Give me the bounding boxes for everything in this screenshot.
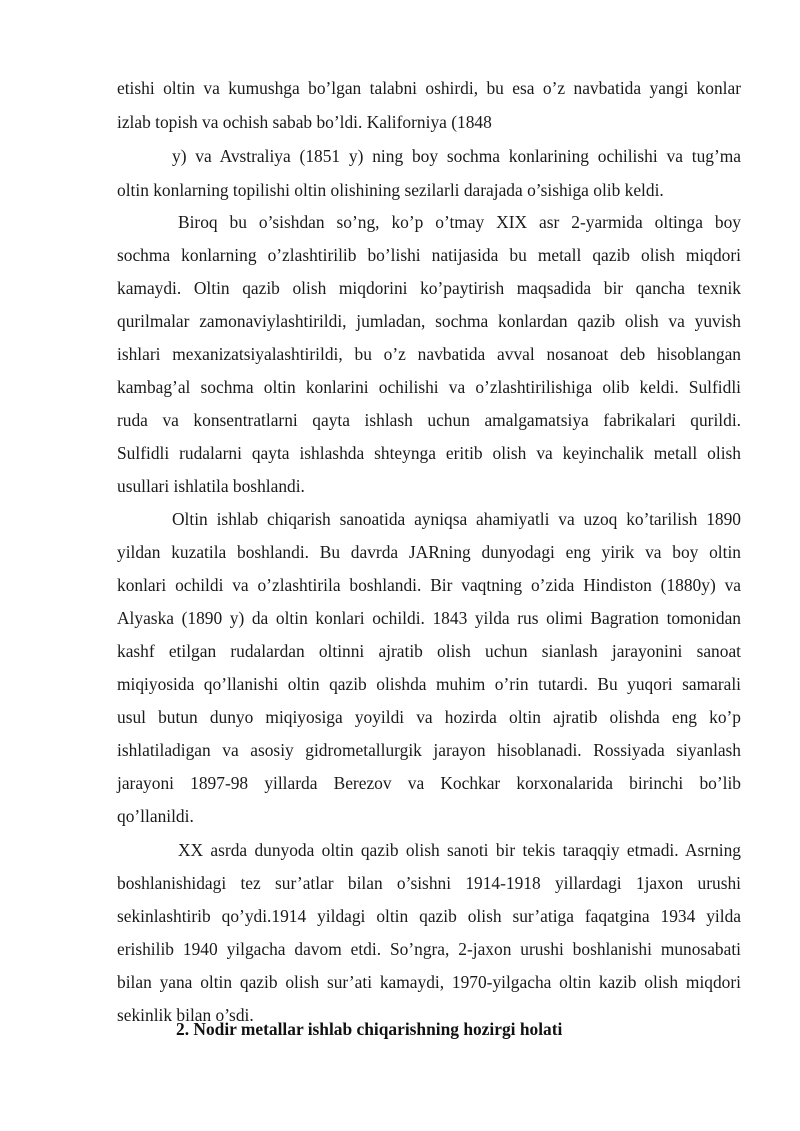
text-line: sochma konlarning o’zlashtirilib bo’lishi natijasida bu metall qazib olish miqdori bbox=[117, 245, 741, 265]
text-line: yildan kuzatila boshlandi. Bu davrda JARning dunyodagi eng yirik va boy oltin bbox=[117, 542, 741, 562]
text-line: oltin konlarning topilishi oltin olishining sezilarli darajada o’sishiga olib keldi. bbox=[117, 180, 664, 200]
text-line: usullari ishlatila boshlandi. bbox=[117, 476, 305, 496]
text-line: qo’llanildi. bbox=[117, 806, 194, 826]
text-line: kamaydi. Oltin qazib olish miqdorini ko’paytirish maqsadida bir qancha texnik bbox=[117, 278, 741, 298]
text-line: XX asrda dunyoda oltin qazib olish sanoti bir tekis taraqqiy etmadi. Asrning bbox=[178, 840, 741, 860]
text-line: usul butun dunyo miqiyosiga yoyildi va hozirda oltin ajratib olishda eng ko’p bbox=[117, 707, 741, 727]
text-line: ishlari mexanizatsiyalashtirildi, bu o’z navbatida avval nosanoat deb hisoblangan bbox=[117, 344, 741, 364]
text-line: ruda va konsentratlarni qayta ishlash uchun amalgamatsiya fabrikalari qurildi. bbox=[117, 410, 741, 430]
text-line: Oltin ishlab chiqarish sanoatida ayniqsa ahamiyatli va uzoq ko’tarilish 1890 bbox=[172, 509, 741, 529]
text-line: izlab topish va ochish sabab bo’ldi. Kaliforniya (1848 bbox=[117, 112, 492, 132]
text-line: kambag’al sochma oltin konlarini ochilishi va o’zlashtirilishiga olib keldi. Sulfidli bbox=[117, 377, 741, 397]
text-line: jarayoni 1897-98 yillarda Berezov va Kochkar korxonalarida birinchi bo’lib bbox=[117, 773, 741, 793]
text-line: ishlatiladigan va asosiy gidrometallurgik jarayon hisoblanadi. Rossiyada siyanlash bbox=[117, 740, 741, 760]
section-heading: 2. Nodir metallar ishlab chiqarishning hozirgi holati bbox=[176, 1019, 563, 1039]
text-line: qurilmalar zamonaviylashtirildi, jumladan, sochma konlardan qazib olish va yuvish bbox=[117, 311, 741, 331]
text-line: etishi oltin va kumushga bo’lgan talabni oshirdi, bu esa o’z navbatida yangi konlar bbox=[117, 78, 741, 98]
text-line: bilan yana oltin qazib olish sur’ati kamaydi, 1970-yilgacha oltin kazib olish miqdori bbox=[117, 972, 741, 992]
text-line: Sulfidli rudalarni qayta ishlashda shteynga eritib olish va keyinchalik metall olish bbox=[117, 443, 741, 463]
text-line: Biroq bu o’sishdan so’ng, ko’p o’tmay XIX asr 2-yarmida oltinga boy bbox=[178, 212, 741, 232]
text-line: kashf etilgan rudalardan oltinni ajratib olish uchun sianlash jarayonini sanoat bbox=[117, 641, 741, 661]
text-line: sekinlashtirib qo’ydi.1914 yildagi oltin qazib olish sur’atiga faqatgina 1934 yilda bbox=[117, 906, 741, 926]
text-line: Alyaska (1890 y) da oltin konlari ochildi. 1843 yilda rus olimi Bagration tomonidan bbox=[117, 608, 741, 628]
text-line: y) va Avstraliya (1851 y) ning boy sochma konlarining ochilishi va tug’ma bbox=[172, 146, 741, 166]
text-line: miqiyosida qo’llanishi oltin qazib olishda muhim o’rin tutardi. Bu yuqori samarali bbox=[117, 674, 741, 694]
text-line: sekinlik bilan o’sdi. bbox=[117, 1005, 254, 1025]
text-line: konlari ochildi va o’zlashtirila boshlandi. Bir vaqtning o’zida Hindiston (1880y) va bbox=[117, 575, 741, 595]
text-line: erishilib 1940 yilgacha davom etdi. So’ngra, 2-jaxon urushi boshlanishi munosabati bbox=[117, 939, 741, 959]
text-line: boshlanishidagi tez sur’atlar bilan o’sishni 1914-1918 yillardagi 1jaxon urushi bbox=[117, 873, 741, 893]
